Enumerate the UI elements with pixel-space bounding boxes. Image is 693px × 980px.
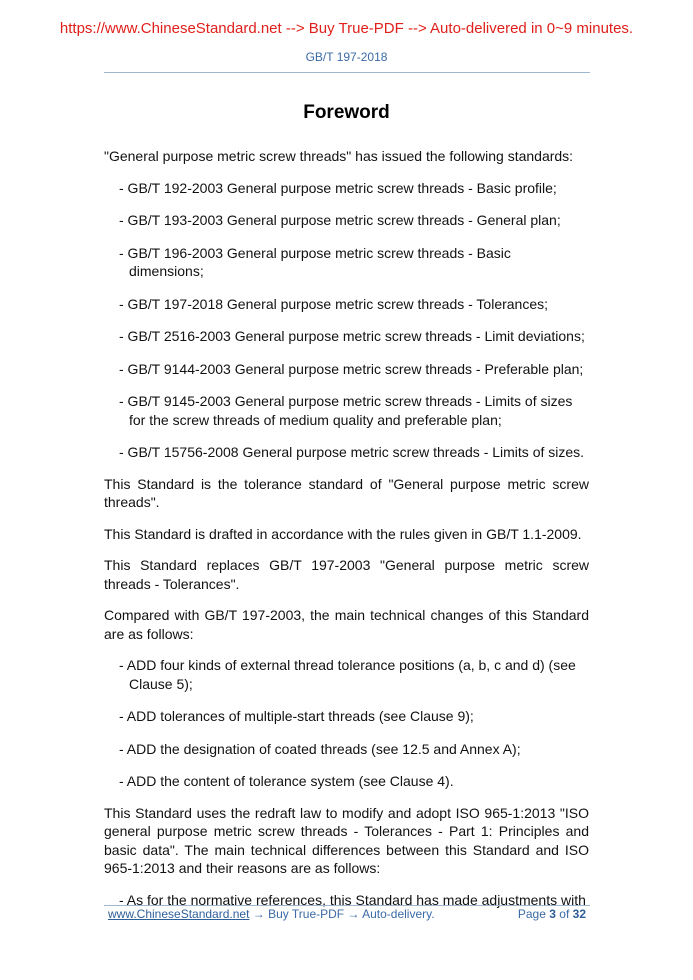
top-banner[interactable]: https://www.ChineseStandard.net --> Buy True-PDF --> Auto-delivered in 0~9 minutes.	[59, 20, 634, 37]
header-divider	[104, 72, 590, 73]
total-pages: 32	[572, 907, 586, 921]
paragraph-iso-adoption: This Standard uses the redraft law to modify and adopt ISO 965-1:2013 "ISO general purpose metric screw threads - Tolerances - Part 1: Principles and basic data". The main technical differences between this Standard and ISO 965-1:2013 and their reasons are as follows:	[104, 804, 589, 876]
footer-divider	[104, 905, 590, 906]
document-body	[104, 147, 589, 909]
list-item: - GB/T 192-2003 General purpose metric screw threads - Basic profile;	[119, 179, 557, 196]
footer-site-link[interactable]: www.ChineseStandard.net	[108, 907, 250, 921]
list-item: - ADD tolerances of multiple-start threads (see Clause 9);	[119, 708, 474, 724]
paragraph-replaces: This Standard replaces GB/T 197-2003 "General purpose metric screw threads - Tolerances".	[104, 557, 589, 592]
paragraph-tolerance-standard: This Standard is the tolerance standard of "General purpose metric screw threads".	[104, 475, 589, 510]
list-item: - GB/T 2516-2003 General purpose metric screw threads - Limit deviations;	[119, 328, 585, 344]
list-item: - ADD the designation of coated threads (see 12.5 and Annex A);	[119, 740, 521, 757]
list-item: - As for the normative references, this Standard has made adjustments with	[119, 891, 586, 908]
of-label: of	[559, 907, 570, 921]
list-item: - ADD the content of tolerance system (see Clause 4).	[119, 773, 454, 789]
list-item: - GB/T 196-2003 General purpose metric screw threads - Basic dimensions;	[119, 244, 511, 279]
footer-tagline: → Buy True-PDF → Auto-delivery.	[249, 907, 435, 921]
page-indicator	[518, 907, 586, 921]
list-item: - GB/T 9145-2003 General purpose metric screw threads - Limits of sizes for the screw threads of medium quality and preferable plan;	[119, 393, 573, 428]
page-title: Foreword	[303, 102, 390, 123]
list-item: - GB/T 15756-2008 General purpose metric screw threads - Limits of sizes.	[119, 444, 585, 460]
list-item: - ADD four kinds of external thread tolerance positions (a, b, c and d) (see Clause 5);	[119, 657, 576, 692]
footer-promo	[108, 907, 435, 921]
standards-list	[104, 179, 589, 462]
intro-paragraph: "General purpose metric screw threads" has issued the following standards:	[104, 148, 574, 164]
paragraph-changes-intro: Compared with GB/T 197-2003, the main technical changes of this Standard are as follows:	[104, 607, 589, 642]
page-number: 3	[549, 907, 556, 921]
standard-number-header: GB/T 197-2018	[305, 50, 388, 64]
page-label: Page	[517, 907, 546, 921]
list-item: - GB/T 197-2018 General purpose metric screw threads - Tolerances;	[119, 295, 549, 312]
list-item: - GB/T 193-2003 General purpose metric screw threads - General plan;	[119, 212, 561, 228]
paragraph-drafting-rules: This Standard is drafted in accordance with the rules given in GB/T 1.1-2009.	[104, 525, 582, 542]
changes-list	[104, 656, 589, 791]
list-item: - GB/T 9144-2003 General purpose metric screw threads - Preferable plan;	[119, 360, 584, 377]
